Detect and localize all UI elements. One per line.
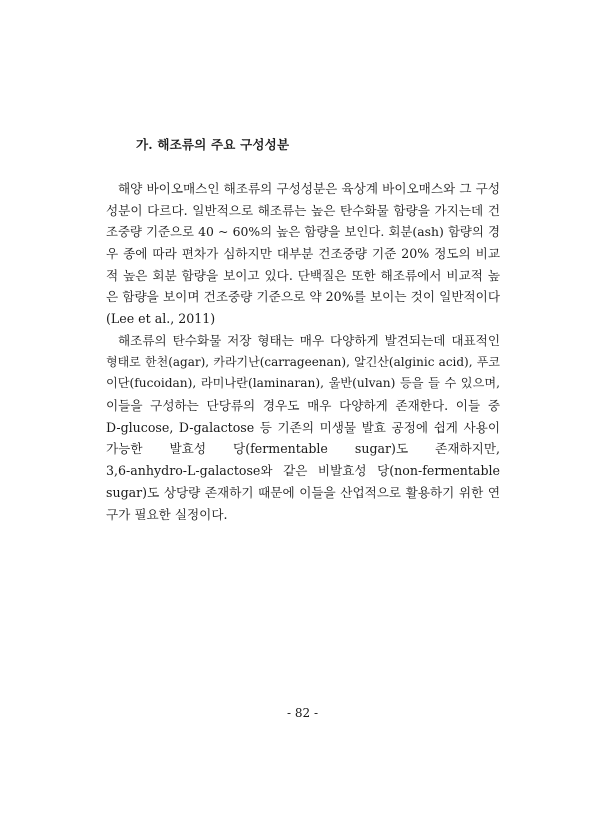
paragraph-line: D-glucose, D-galactose 등 기존의 미생물 발효 공정에 쉽게 사용이: [106, 419, 500, 435]
paragraph-line: 가능한 발효성 당(fermentable sugar)도 존재하지만,: [106, 441, 500, 457]
paragraph-2: [106, 330, 500, 525]
paragraph-line: 이들을 구성하는 단당류의 경우도 매우 다양하게 존재한다. 이들 중: [106, 398, 500, 414]
paragraph-line: sugar)도 상당량 존재하기 때문에 이들을 산업적으로 활용하기 위한 연: [106, 484, 500, 500]
paragraph-line: 형태로 한천(agar), 카라기난(carrageenan), 알긴산(alginic acid), 푸코: [106, 354, 500, 369]
section-heading: 가. 해조류의 주요 구성성분: [136, 137, 290, 152]
paragraph-line: (Lee et al., 2011): [106, 311, 216, 327]
paragraph-line: 구가 필요한 실정이다.: [106, 506, 228, 522]
paragraph-line: 우 종에 따라 편차가 심하지만 대부분 건조중량 기준 20% 정도의 비교: [106, 246, 500, 262]
paragraph-line: 이단(fucoidan), 라미나란(laminaran), 울반(ulvan) 등을 들 수 있으며,: [106, 376, 500, 391]
paragraph-line: 성분이 다르다. 일반적으로 해조류는 높은 탄수화물 함량을 가지는데 건: [106, 202, 500, 218]
paragraph-line: 은 함량을 보이며 건조중량 기준으로 약 20%를 보이는 것이 일반적이다: [106, 289, 500, 305]
paragraph-line: 적 높은 회분 함량을 보이고 있다. 단백질은 또한 해조류에서 비교적 높: [106, 267, 500, 283]
paragraph-line: 3,6-anhydro-L-galactose와 같은 비발효성 당(non-fermentable: [106, 463, 500, 479]
page-number: - 82 -: [286, 706, 318, 720]
paragraph-line: 조중량 기준으로 40 ~ 60%의 높은 함량을 보인다. 회분(ash) 함량의 경: [106, 224, 500, 240]
paragraph-1: [106, 178, 500, 330]
paragraph-line: 해양 바이오매스인 해조류의 구성성분은 육상계 바이오매스와 그 구성: [118, 181, 500, 196]
paragraph-line: 해조류의 탄수화물 저장 형태는 매우 다양하게 발견되는데 대표적인: [118, 333, 500, 348]
